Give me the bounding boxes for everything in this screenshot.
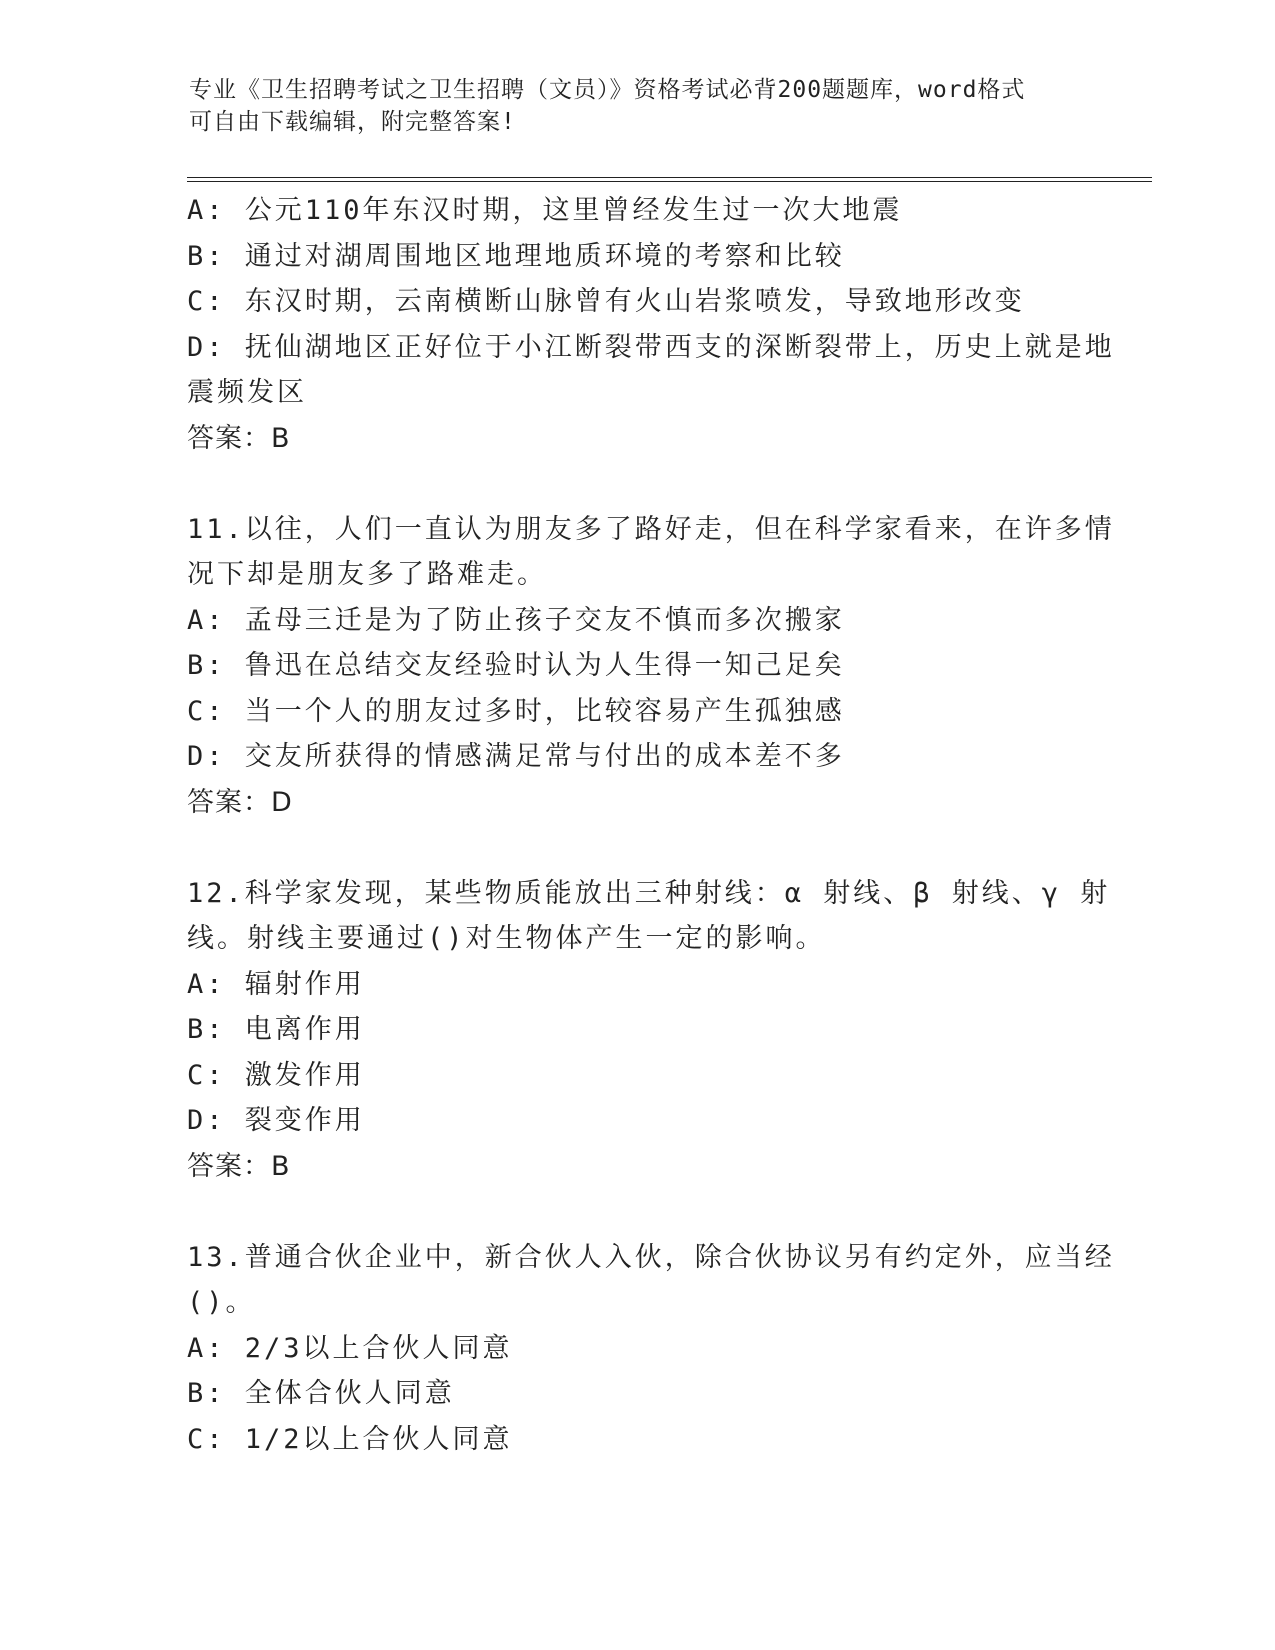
question-stem: 12.科学家发现，某些物质能放出三种射线：α 射线、β 射线、γ 射: [187, 877, 1111, 909]
document-header: [189, 74, 1069, 138]
question-11: [187, 507, 1115, 826]
answer: 答案：B: [187, 422, 291, 454]
question-stem-continued: 线。射线主要通过()对生物体产生一定的影响。: [187, 923, 826, 954]
question-stem-continued: 况下却是朋友多了路难走。: [187, 559, 547, 590]
option-a: A: 孟母三迁是为了防止孩子交友不慎而多次搬家: [187, 604, 845, 636]
option-c: C: 激发作用: [187, 1059, 365, 1091]
header-divider: [187, 177, 1152, 182]
question-stem: 13.普通合伙企业中，新合伙人入伙，除合伙协议另有约定外，应当经: [187, 1241, 1115, 1273]
option-a: A: 2/3以上合伙人同意: [187, 1332, 513, 1364]
option-c: C: 当一个人的朋友过多时，比较容易产生孤独感: [187, 695, 845, 727]
option-a: A: 辐射作用: [187, 968, 365, 1000]
spacer: [187, 461, 1087, 507]
spacer: [187, 1189, 1087, 1235]
option-d: D: 裂变作用: [187, 1105, 365, 1136]
option-a: A: 公元110年东汉时期，这里曾经发生过一次大地震: [187, 195, 903, 226]
option-b: B: 通过对湖周围地区地理地质环境的考察和比较: [187, 240, 845, 272]
question-12: [187, 871, 1111, 1190]
spacer: [187, 825, 1087, 871]
header-title-line-2: 可自由下载编辑，附完整答案!: [189, 109, 516, 135]
answer: 答案：B: [187, 1150, 291, 1182]
option-d: D: 交友所获得的情感满足常与付出的成本差不多: [187, 741, 845, 772]
answer: 答案：D: [187, 786, 293, 818]
question-stem-continued: ()。: [187, 1287, 256, 1318]
header-title-line-1: 专业《卫生招聘考试之卫生招聘（文员）》资格考试必背200题题库，word格式: [189, 77, 1026, 103]
option-b: B: 电离作用: [187, 1014, 365, 1045]
option-c: C: 东汉时期，云南横断山脉曾有火山岩浆喷发，导致地形改变: [187, 286, 1025, 317]
option-b: B: 鲁迅在总结交友经验时认为人生得一知己足矣: [187, 650, 845, 681]
option-d: D: 抚仙湖地区正好位于小江断裂带西支的深断裂带上，历史上就是地: [187, 331, 1115, 363]
question-list: [187, 188, 1115, 1462]
question-10: [187, 188, 1115, 461]
option-c: C: 1/2以上合伙人同意: [187, 1423, 513, 1455]
question-13: [187, 1235, 1115, 1463]
option-d-continued: 震频发区: [187, 377, 307, 408]
option-b: B: 全体合伙人同意: [187, 1378, 455, 1409]
question-stem: 11.以往，人们一直认为朋友多了路好走，但在科学家看来，在许多情: [187, 513, 1115, 545]
